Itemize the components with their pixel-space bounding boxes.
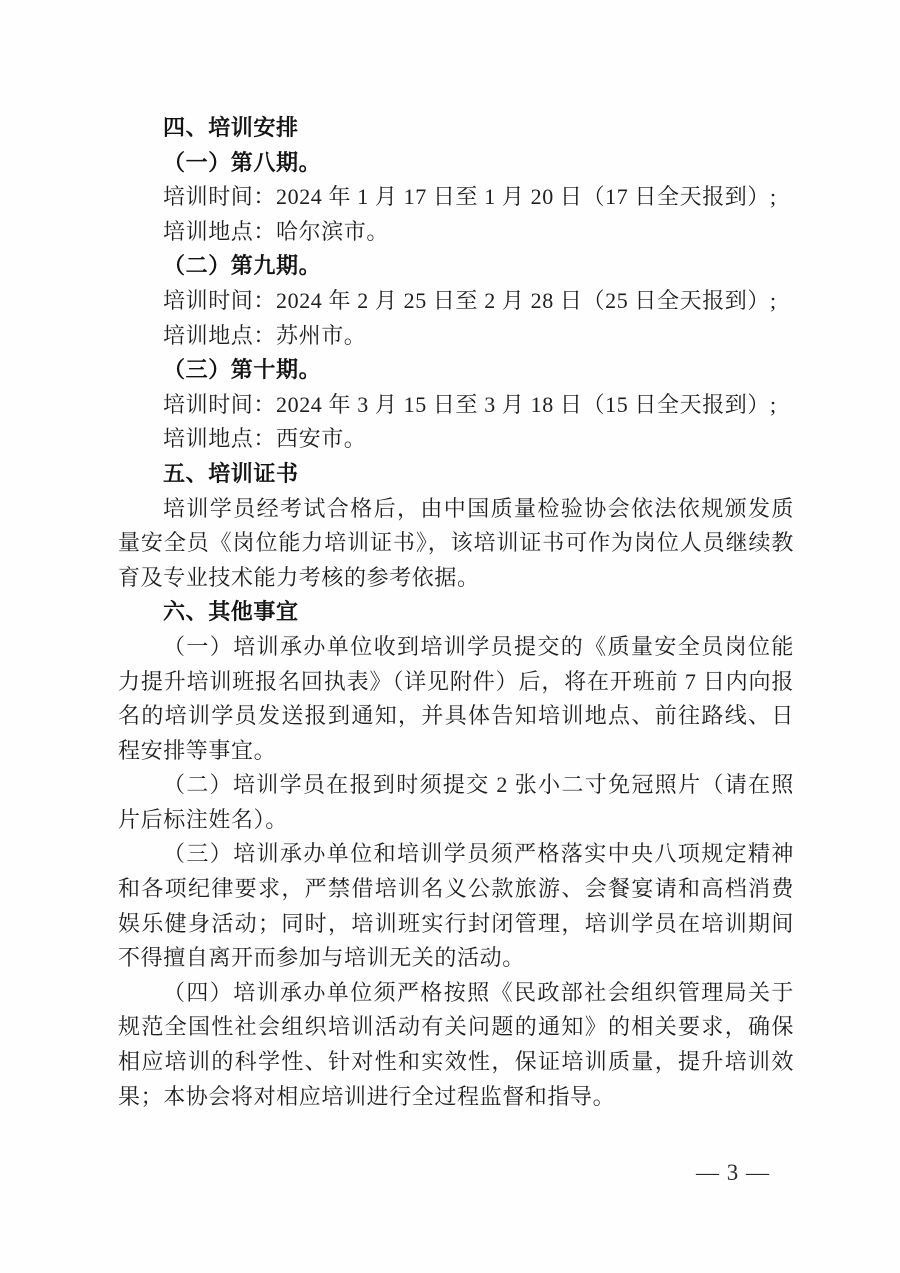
document-paragraph: 培训地点：西安市。 xyxy=(163,426,367,452)
page-footer xyxy=(0,1160,770,1186)
document-paragraph: （一）培训承办单位收到培训学员提交的《质量安全员岗位能力提升培训班报名回执表》（详见附件）后，将在开班前 7 日内向报名的培训学员发送报到通知，并具体告知培训地点、前往路线、日程安排等事宜。 xyxy=(118,633,794,763)
document-heading: 六、其他事宜 xyxy=(163,599,299,625)
document-paragraph: 培训地点：哈尔滨市。 xyxy=(163,218,390,244)
document-paragraph: 培训时间：2024 年 1 月 17 日至 1 月 20 日（17 日全天报到）; xyxy=(163,184,777,210)
document-paragraph: （四）培训承办单位须严格按照《民政部社会组织管理局关于规范全国性社会组织培训活动有关问题的通知》的相关要求，确保相应培训的科学性、针对性和实效性，保证培训质量，提升培训效果；本协会将对相应培训进行全过程监督和指导。 xyxy=(118,979,794,1109)
document-body xyxy=(118,111,794,1114)
document-paragraph: 培训时间：2024 年 2 月 25 日至 2 月 28 日（25 日全天报到）; xyxy=(163,287,777,313)
document-heading: （三）第十期。 xyxy=(163,357,322,383)
document-heading: （一）第八期。 xyxy=(163,149,322,175)
document-heading: 四、培训安排 xyxy=(163,115,299,140)
page-number: — 3 — xyxy=(696,1160,770,1185)
document-paragraph: 培训时间：2024 年 3 月 15 日至 3 月 18 日（15 日全天报到）; xyxy=(163,391,777,417)
document-paragraph: （三）培训承办单位和培训学员须严格落实中央八项规定精神和各项纪律要求，严禁借培训名义公款旅游、会餐宴请和高档消费娱乐健身活动；同时，培训班实行封闭管理，培训学员在培训期间不得擅自离开而参加与培训无关的活动。 xyxy=(118,841,794,971)
document-paragraph: 培训学员经考试合格后，由中国质量检验协会依法依规颁发质量安全员《岗位能力培训证书》，该培训证书可作为岗位人员继续教育及专业技术能力考核的参考依据。 xyxy=(118,495,794,590)
document-heading: 五、培训证书 xyxy=(163,460,299,486)
document-paragraph: 培训地点：苏州市。 xyxy=(163,322,367,348)
document-paragraph: （二）培训学员在报到时须提交 2 张小二寸免冠照片（请在照片后标注姓名）。 xyxy=(118,772,794,832)
document-heading: （二）第九期。 xyxy=(163,253,322,279)
